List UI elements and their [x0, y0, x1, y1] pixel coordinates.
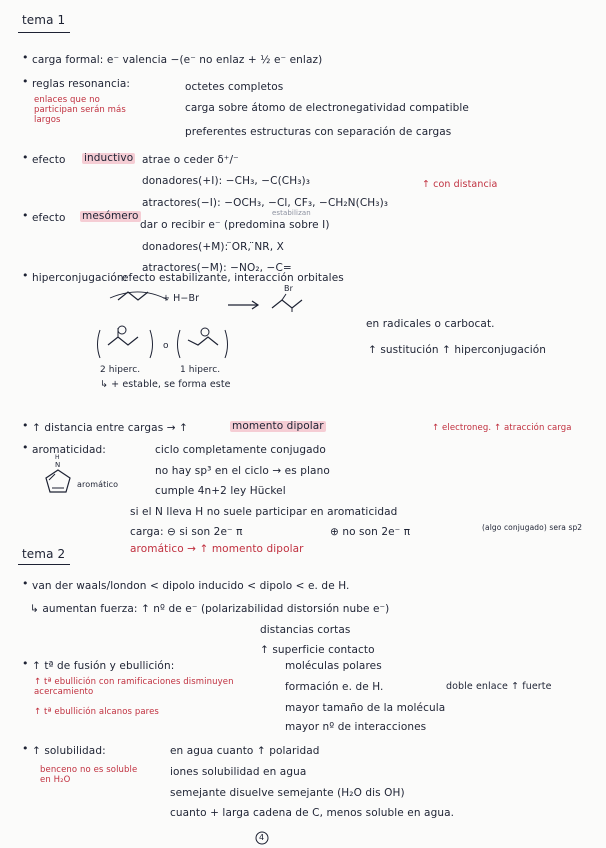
aromaticidad-line5b: ⊕ no son 2e⁻ π	[330, 526, 411, 538]
solubilidad-label: ↑ solubilidad:	[32, 745, 106, 757]
inductivo-donadores: donadores(+I): −CH₃, −C(CH₃)₃	[142, 175, 311, 187]
inductivo-text: atrae o ceder δ⁺/⁻	[142, 154, 239, 166]
hiperconjugacion-label: hiperconjugación:	[32, 272, 128, 284]
bullet: •	[22, 441, 29, 454]
fusion-line2b: doble enlace ↑ fuerte	[446, 681, 552, 692]
svg-text:o: o	[163, 341, 169, 351]
resonancia-label: reglas resonancia:	[32, 78, 131, 90]
tema2-vdw: van der waals/london < dipolo inducido < dipolo < e. de H.	[32, 580, 350, 592]
pyrrole-atom-label: N	[55, 461, 61, 469]
inductivo-label: efecto	[32, 154, 66, 166]
carga-formal: carga formal: e⁻ valencia −(e⁻ no enlaz + ½ e⁻ enlaz)	[32, 54, 323, 66]
hiperconjugacion-text: efecto estabilizante, interacción orbitales	[122, 272, 344, 284]
mesomero-highlight: mesómero	[82, 210, 139, 222]
aromaticidad-line6: aromático → ↑ momento dipolar	[130, 543, 304, 555]
tema1-title: tema 1	[22, 13, 66, 27]
inductivo-note: ↑ con distancia	[422, 179, 498, 190]
bullet: •	[22, 209, 29, 222]
mesomero-text: dar o recibir e⁻ (predomina sobre I)	[140, 219, 330, 231]
aromaticidad-line2: no hay sp³ en el ciclo → es plano	[155, 465, 330, 477]
bullet: •	[22, 269, 29, 282]
mesomero-donadores: donadores(+M): ̈OR, ̈NR, X	[142, 241, 284, 253]
solubilidad-line4: cuanto + larga cadena de C, menos soluble en agua.	[170, 807, 455, 819]
resonancia-rule1: octetes completos	[185, 81, 284, 93]
hiperconjugacion-caption1: 2 hiperc.	[100, 365, 141, 375]
hiperconjugacion-note: ↑ sustitución ↑ hiperconjugación	[368, 344, 547, 356]
mesomero-label: efecto	[32, 212, 66, 224]
page-number: 4	[259, 833, 265, 842]
solubilidad-note: benceno no es soluble en H₂O	[40, 765, 138, 785]
solubilidad-line1: en agua cuanto ↑ polaridad	[170, 745, 320, 757]
aromaticidad-label: aromaticidad:	[32, 444, 106, 456]
hiperconjugacion-caption2: 1 hiperc.	[180, 365, 221, 375]
hiperconjugacion-product-label: Br	[284, 284, 293, 293]
inductivo-atractores: atractores(−I): −OCH₃, −Cl, CF₃, −CH₂N(CH₃)₃	[142, 197, 389, 209]
fusion-line4: mayor nº de interacciones	[285, 721, 427, 733]
pyrrole-label: aromático	[77, 480, 119, 489]
resonancia-note: enlaces que no participan serán más largos	[34, 95, 126, 125]
resonancia-rule3: preferentes estructuras con separación de cargas	[185, 126, 452, 138]
aromaticidad-line3: cumple 4n+2 ley Hückel	[155, 485, 286, 497]
tema2-title: tema 2	[22, 547, 66, 561]
aromaticidad-line5c: (algo conjugado) sera sp2	[482, 523, 583, 532]
inductivo-small-note: estabilizan	[272, 209, 311, 217]
fusion-line3: mayor tamaño de la molécula	[285, 702, 446, 714]
hiperconjugacion-reaction: + H−Br	[162, 293, 200, 304]
solubilidad-line3: semejante disuelve semejante (H₂O dis OH)	[170, 787, 405, 799]
pyrrole-h-label: H	[55, 454, 60, 461]
solubilidad-line2: iones solubilidad en agua	[170, 766, 307, 778]
aromaticidad-line1: ciclo completamente conjugado	[155, 444, 326, 456]
tema2-aumentan3: ↑ superficie contacto	[260, 644, 375, 656]
distancia-text: ↑ distancia entre cargas → ↑	[32, 422, 188, 434]
mesomero-atractores: atractores(−M): −NO₂, −C=	[142, 262, 292, 274]
inductivo-highlight: inductivo	[84, 152, 134, 164]
hiperconjugacion-caption3: ↳ + estable, se forma este	[100, 379, 231, 390]
aromaticidad-line5a: carga: ⊖ si son 2e⁻ π	[130, 526, 243, 538]
distancia-note: ↑ electroneg. ↑ atracción carga	[432, 423, 572, 433]
tema2-aumentan2: distancias cortas	[260, 624, 351, 636]
bullet: •	[22, 577, 29, 590]
fusion-note2: ↑ tª ebullición alcanos pares	[34, 707, 159, 717]
distancia-highlight: momento dipolar	[232, 420, 324, 432]
aromaticidad-line4: si el N lleva H no suele participar en aromaticidad	[130, 506, 398, 518]
hiperconjugacion-text2: en radicales o carbocat.	[366, 318, 495, 330]
fusion-label: ↑ tª de fusión y ebullición:	[32, 660, 175, 672]
tema2-aumentan: ↳ aumentan fuerza: ↑ nº de e⁻ (polarizabilidad distorsión nube e⁻)	[30, 603, 390, 615]
bullet: •	[22, 742, 29, 755]
bullet: •	[22, 151, 29, 164]
fusion-line1: moléculas polares	[285, 660, 382, 672]
bullet: •	[22, 75, 29, 88]
fusion-note1: ↑ tª ebullición con ramificaciones disminuyen acercamiento	[34, 677, 234, 697]
bullet: •	[22, 51, 29, 64]
fusion-line2: formación e. de H.	[285, 681, 384, 693]
bullet: •	[22, 419, 29, 432]
bullet: •	[22, 657, 29, 670]
resonancia-rule2: carga sobre átomo de electronegatividad compatible	[185, 102, 469, 114]
